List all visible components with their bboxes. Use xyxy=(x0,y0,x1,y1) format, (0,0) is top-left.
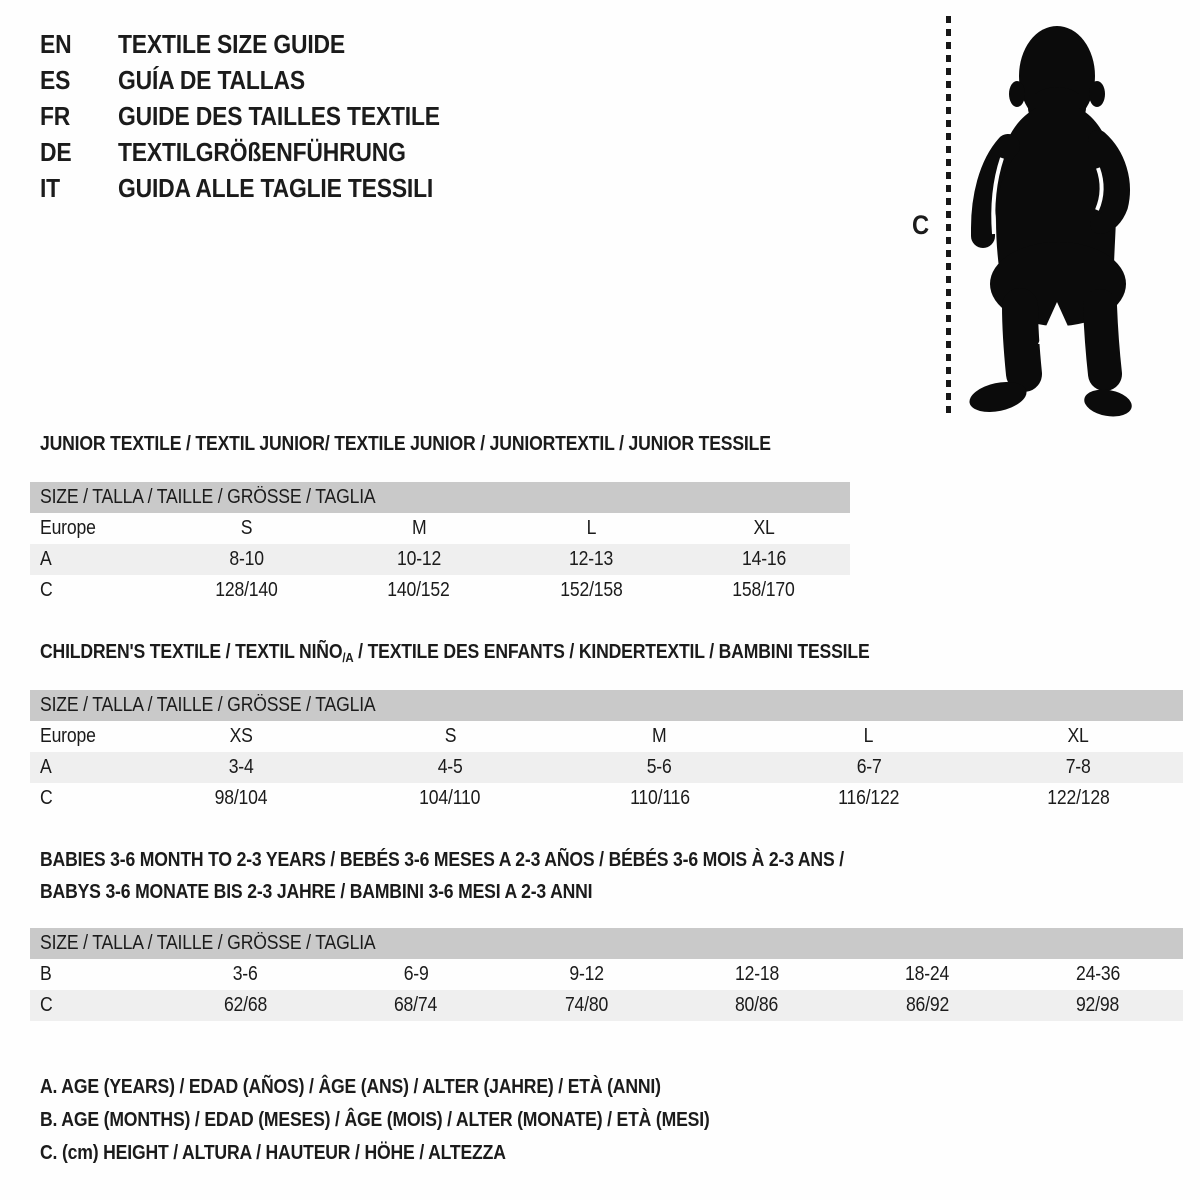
cell-value: 104/110 xyxy=(419,787,481,809)
footnotes-legend xyxy=(40,1071,801,1170)
table-row-height-cm xyxy=(30,783,1183,814)
cell-value: L xyxy=(864,725,874,747)
cell-value: 62/68 xyxy=(223,994,267,1016)
cell-value: XS xyxy=(229,725,253,747)
table-cell xyxy=(555,752,764,783)
row-label-cell xyxy=(30,752,136,783)
size-header-label: SIZE / TALLA / TAILLE / GRÖSSE / TAGLIA xyxy=(40,694,376,716)
table-cell xyxy=(505,513,678,544)
language-code xyxy=(40,134,118,170)
table-cell xyxy=(555,721,764,752)
row-label-cell xyxy=(30,990,160,1021)
table-cell xyxy=(345,721,554,752)
language-title: TEXTILE SIZE GUIDE xyxy=(118,29,345,59)
table-cell xyxy=(764,752,973,783)
table-cell xyxy=(345,783,554,814)
table-cell xyxy=(333,544,506,575)
cell-value: 10-12 xyxy=(396,548,441,570)
language-code-text: ES xyxy=(40,65,71,95)
size-header-band xyxy=(30,690,1183,721)
language-title: TEXTILGRÖßENFÜHRUNG xyxy=(118,137,406,167)
table-cell xyxy=(974,752,1183,783)
language-title-list xyxy=(40,26,484,206)
cell-value: 5-6 xyxy=(647,756,672,778)
table-cell xyxy=(505,575,678,606)
language-row-es xyxy=(40,62,484,98)
table-cell xyxy=(136,752,345,783)
table-cell xyxy=(333,575,506,606)
row-label: B xyxy=(40,963,52,985)
cell-value: 128/140 xyxy=(215,579,278,601)
table-cell xyxy=(764,721,973,752)
cell-value: 158/170 xyxy=(732,579,795,601)
language-title: GUIDE DES TAILLES TEXTILE xyxy=(118,101,440,131)
cell-value: 18-24 xyxy=(905,963,950,985)
cell-value: S xyxy=(444,725,456,747)
footnote-a xyxy=(40,1071,801,1104)
cell-value: 74/80 xyxy=(564,994,608,1016)
cell-value: 8-10 xyxy=(228,548,264,570)
row-label-cell xyxy=(30,783,136,814)
table-cell xyxy=(974,721,1183,752)
babies-size-table xyxy=(30,928,1183,1021)
cell-value: 80/86 xyxy=(735,994,779,1016)
cell-value: 24-36 xyxy=(1075,963,1120,985)
height-measure-dashed-line xyxy=(946,16,951,416)
footnote-c-text: C. (cm) HEIGHT / ALTURA / HAUTEUR / HÖHE / ALTEZZA xyxy=(40,1142,506,1164)
table-row-age-years xyxy=(30,752,1183,783)
babies-heading-line2-text: BABYS 3-6 MONATE BIS 2-3 JAHRE / BAMBINI 3-6 MESI A 2-3 ANNI xyxy=(40,881,593,903)
cell-value: L xyxy=(586,517,597,539)
table-cell xyxy=(160,959,331,990)
table-cell xyxy=(136,783,345,814)
cell-value: 3-6 xyxy=(232,963,258,985)
language-code-text: IT xyxy=(40,173,60,203)
cell-value: 86/92 xyxy=(905,994,949,1016)
table-cell xyxy=(1013,990,1184,1021)
language-row-en xyxy=(40,26,484,62)
language-code-text: EN xyxy=(40,29,72,59)
footnote-b-text: B. AGE (MONTHS) / EDAD (MESES) / ÂGE (MOIS) / ALTER (MONATE) / ETÀ (MESI) xyxy=(40,1109,710,1131)
row-label: A xyxy=(40,548,52,570)
cell-value: 92/98 xyxy=(1076,994,1120,1016)
toddler-silhouette-icon xyxy=(960,14,1142,420)
cell-value: 6-7 xyxy=(856,756,882,778)
table-row-age-years xyxy=(30,544,850,575)
junior-size-table xyxy=(30,482,850,606)
table-cell xyxy=(672,959,843,990)
table-cell xyxy=(678,575,851,606)
children-section-heading-text xyxy=(40,641,870,669)
table-cell xyxy=(136,721,345,752)
table-cell xyxy=(501,959,672,990)
cell-value: XL xyxy=(753,517,775,539)
language-code xyxy=(40,62,118,98)
table-row-europe xyxy=(30,513,850,544)
table-cell xyxy=(501,990,672,1021)
cell-value: 110/116 xyxy=(629,787,690,809)
cell-value: 140/152 xyxy=(387,579,450,601)
height-measure-label-text: C xyxy=(912,210,929,240)
cell-value: 152/158 xyxy=(560,579,623,601)
babies-section-heading-line1 xyxy=(40,849,954,871)
junior-section-heading-text: JUNIOR TEXTILE / TEXTIL JUNIOR/ TEXTILE JUNIOR / JUNIORTEXTIL / JUNIOR TESSILE xyxy=(40,433,771,455)
table-cell xyxy=(764,783,973,814)
language-title: GUIDA ALLE TAGLIE TESSILI xyxy=(118,173,434,203)
babies-heading-line1-text: BABIES 3-6 MONTH TO 2-3 YEARS / BEBÉS 3-6 MESES A 2-3 AÑOS / BÉBÉS 3-6 MOIS À 2-3 ANS / xyxy=(40,849,844,871)
junior-section-heading xyxy=(40,433,870,455)
table-cell xyxy=(678,513,851,544)
cell-value: 3-4 xyxy=(228,756,254,778)
language-code xyxy=(40,26,118,62)
cell-value: 14-16 xyxy=(741,548,786,570)
table-cell xyxy=(678,544,851,575)
row-label-cell xyxy=(30,513,160,544)
cell-value: M xyxy=(652,725,667,747)
table-cell xyxy=(505,544,678,575)
table-cell xyxy=(160,990,331,1021)
table-cell xyxy=(974,783,1183,814)
table-cell xyxy=(842,990,1013,1021)
row-label: A xyxy=(40,756,52,778)
table-cell xyxy=(1013,959,1184,990)
table-cell xyxy=(160,513,333,544)
row-label-cell xyxy=(30,721,136,752)
cell-value: 116/122 xyxy=(838,787,900,809)
cell-value: 4-5 xyxy=(437,756,463,778)
row-label-cell xyxy=(30,959,160,990)
row-label-cell xyxy=(30,544,160,575)
table-row-height-cm xyxy=(30,575,850,606)
babies-section-heading-line2 xyxy=(40,881,668,903)
table-cell xyxy=(333,513,506,544)
size-header-band xyxy=(30,482,850,513)
table-cell xyxy=(842,959,1013,990)
cell-value: 122/128 xyxy=(1047,787,1110,809)
table-cell xyxy=(160,544,333,575)
children-heading-before: CHILDREN'S TEXTILE / TEXTIL NIÑO xyxy=(40,641,343,663)
row-label: C xyxy=(40,787,53,809)
language-code xyxy=(40,98,118,134)
children-heading-after: / TEXTILE DES ENFANTS / KINDERTEXTIL / BAMBINI TESSILE xyxy=(353,641,870,663)
size-header-label: SIZE / TALLA / TAILLE / GRÖSSE / TAGLIA xyxy=(40,932,376,954)
cell-value: 68/74 xyxy=(394,994,438,1016)
language-code xyxy=(40,170,118,206)
cell-value: 98/104 xyxy=(214,787,268,809)
cell-value: S xyxy=(240,517,253,539)
language-row-fr xyxy=(40,98,484,134)
cell-value: 7-8 xyxy=(1065,756,1091,778)
language-code-text: FR xyxy=(40,101,71,131)
row-label: Europe xyxy=(40,517,96,539)
row-label: C xyxy=(40,579,53,601)
row-label-cell xyxy=(30,575,160,606)
table-row-height-cm xyxy=(30,990,1183,1021)
table-row-europe xyxy=(30,721,1183,752)
language-title: GUÍA DE TALLAS xyxy=(118,65,305,95)
row-label: Europe xyxy=(40,725,96,747)
size-header-label: SIZE / TALLA / TAILLE / GRÖSSE / TAGLIA xyxy=(40,486,376,508)
footnote-a-text: A. AGE (YEARS) / EDAD (AÑOS) / ÂGE (ANS) / ALTER (JAHRE) / ETÀ (ANNI) xyxy=(40,1076,661,1098)
language-code-text: DE xyxy=(40,137,72,167)
table-cell xyxy=(555,783,764,814)
table-row-age-months xyxy=(30,959,1183,990)
row-label: C xyxy=(40,994,53,1016)
cell-value: 12-18 xyxy=(734,963,779,985)
table-cell xyxy=(345,752,554,783)
children-section-heading xyxy=(40,641,983,669)
footnote-b xyxy=(40,1104,801,1137)
children-size-table xyxy=(30,690,1183,814)
height-measure-label xyxy=(912,210,931,241)
language-row-it xyxy=(40,170,484,206)
cell-value: 6-9 xyxy=(403,963,429,985)
table-cell xyxy=(160,575,333,606)
cell-value: M xyxy=(411,517,426,539)
size-header-band xyxy=(30,928,1183,959)
table-cell xyxy=(672,990,843,1021)
language-row-de xyxy=(40,134,484,170)
children-heading-subscript: /A xyxy=(342,650,354,665)
cell-value: XL xyxy=(1067,725,1089,747)
cell-value: 9-12 xyxy=(568,963,604,985)
cell-value: 12-13 xyxy=(569,548,614,570)
table-cell xyxy=(331,990,502,1021)
table-cell xyxy=(331,959,502,990)
footnote-c xyxy=(40,1137,801,1170)
